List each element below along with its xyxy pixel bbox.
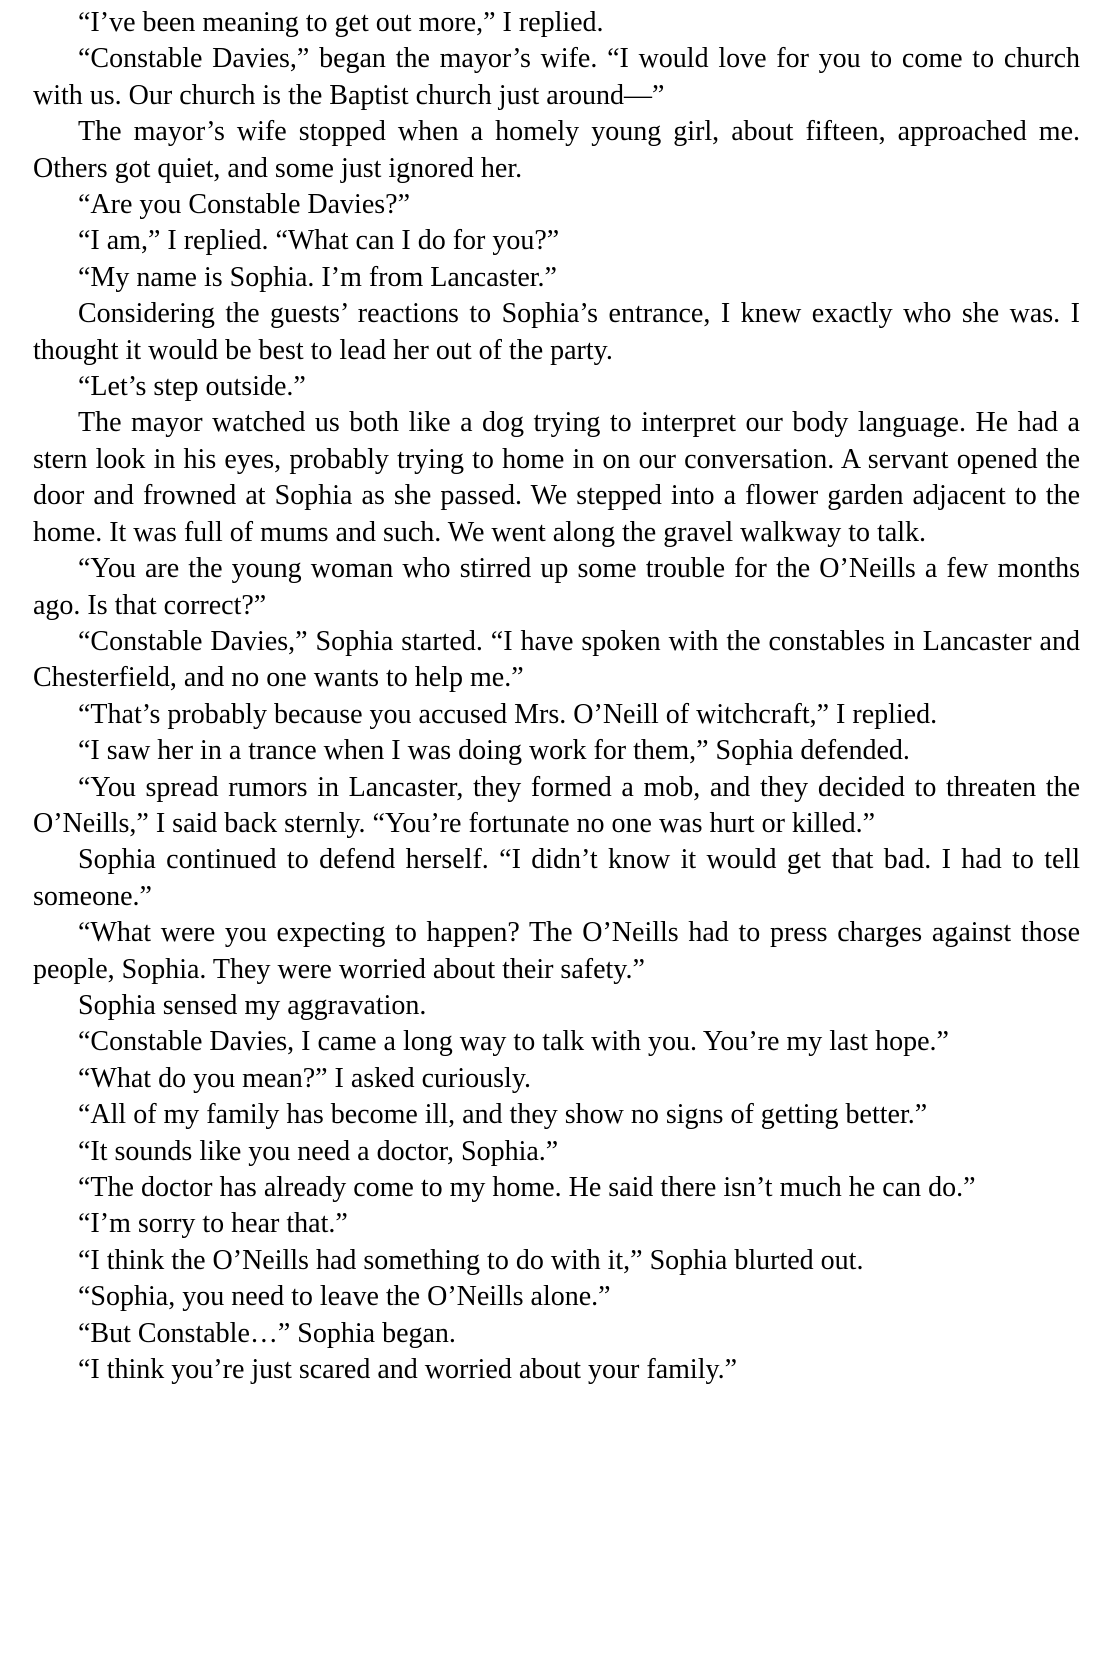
paragraph: The mayor’s wife stopped when a homely young girl, about fifteen, approached me. Others got quiet, and some just ignored her. <box>33 116 1080 184</box>
paragraph: “What do you mean?” I asked curiously. <box>78 1062 532 1094</box>
paragraph: “But Constable…” Sophia began. <box>78 1317 456 1349</box>
paragraph: “I think you’re just scared and worried about your family.” <box>78 1354 738 1386</box>
paragraph: “Sophia, you need to leave the O’Neills alone.” <box>78 1281 611 1313</box>
paragraph: “You are the young woman who stirred up some trouble for the O’Neills a few months ago. Is that correct?” <box>33 553 1080 621</box>
paragraph: “Are you Constable Davies?” <box>78 189 410 221</box>
paragraph: “That’s probably because you accused Mrs. O’Neill of witchcraft,” I replied. <box>78 698 938 730</box>
paragraph: “Constable Davies,” Sophia started. “I have spoken with the constables in Lancaster and Chesterfield, and no one wants to help me.” <box>33 625 1080 694</box>
paragraph: Considering the guests’ reactions to Sophia’s entrance, I knew exactly who she was. I thought it would be best to lead her out of the party. <box>33 298 1080 366</box>
paragraph: “You spread rumors in Lancaster, they formed a mob, and they decided to threaten the O’Neills,” I said back sternly. “You’re fortunate no one was hurt or killed.” <box>33 771 1080 839</box>
paragraph: “Constable Davies, I came a long way to talk with you. You’re my last hope.” <box>78 1026 949 1058</box>
paragraph: “I saw her in a trance when I was doing work for them,” Sophia defended. <box>78 735 910 767</box>
paragraph: “My name is Sophia. I’m from Lancaster.” <box>78 261 557 293</box>
paragraph: “What were you expecting to happen? The O’Neills had to press charges against those people, Sophia. They were worried about their safety.” <box>33 917 1080 985</box>
paragraph: “It sounds like you need a doctor, Sophia.” <box>78 1135 559 1167</box>
paragraph: “I am,” I replied. “What can I do for you?” <box>78 225 560 257</box>
paragraph: “All of my family has become ill, and they show no signs of getting better.” <box>78 1099 928 1131</box>
paragraph: The mayor watched us both like a dog trying to interpret our body language. He had a stern look in his eyes, probably trying to home in on our conversation. A servant opened the door and frowned at Sophia as she passed. We stepped into a flower garden adjacent to the home. It was full of mums and such. We went along the gravel walkway to talk. <box>33 407 1080 548</box>
paragraph: Sophia continued to defend herself. “I didn’t know it would get that bad. I had to tell someone.” <box>33 844 1080 912</box>
paragraph: “Constable Davies,” began the mayor’s wife. “I would love for you to come to church with us. Our church is the Baptist church just around—” <box>33 43 1080 111</box>
paragraph: “I’m sorry to hear that.” <box>78 1208 348 1240</box>
paragraph: “The doctor has already come to my home. He said there isn’t much he can do.” <box>78 1172 976 1203</box>
paragraph: “I’ve been meaning to get out more,” I replied. <box>78 7 604 38</box>
paragraph: “I think the O’Neills had something to do with it,” Sophia blurted out. <box>78 1244 864 1276</box>
paragraph: Sophia sensed my aggravation. <box>78 989 427 1021</box>
paragraph: “Let’s step outside.” <box>78 371 306 403</box>
